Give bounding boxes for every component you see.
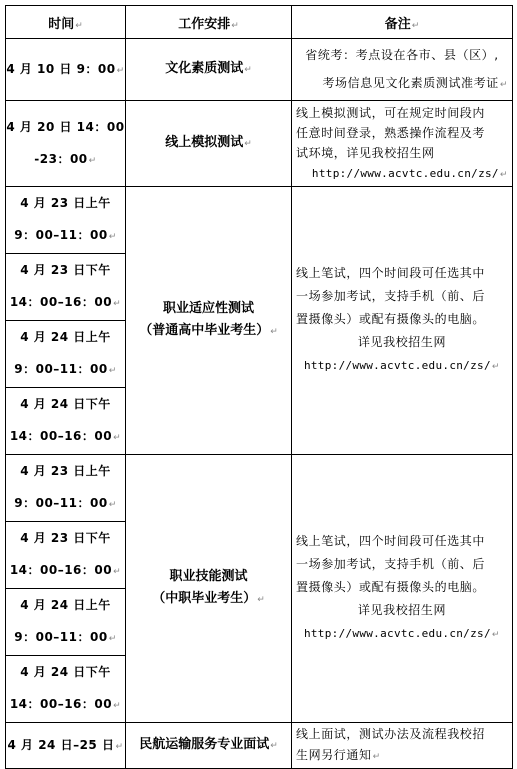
time-slot-cell: 4 月 23 日下午 14：00–16：00↵ [6, 254, 126, 321]
time-slot-cell: 4 月 23 日下午 14：00–16：00↵ [6, 522, 126, 589]
header-arrangement: 工作安排↵ [126, 6, 292, 39]
table-row [6, 101, 513, 187]
time-cell: 4 月 10 日 9：00↵ [6, 39, 126, 101]
header-time: 时间↵ [6, 6, 126, 39]
table-row [6, 723, 513, 769]
notes-cell: 线上笔试，四个时间段可任选其中 一场参加考试，支持手机（前、后 置摄像头）或配有摄像头的电脑。 详见我校招生网 http://www.acvtc.edu.cn/zs/↵ [292, 187, 513, 455]
activity-cell: 职业适应性测试 （普通高中毕业考生）↵ [126, 187, 292, 455]
time-slot-cell: 4 月 24 日上午 9：00–11：00↵ [6, 589, 126, 656]
time-slot-cell: 4 月 23 日上午 9：00–11：00↵ [6, 187, 126, 254]
activity-cell: 民航运输服务专业面试↵ [126, 723, 292, 769]
activity-cell: 线上模拟测试↵ [126, 101, 292, 187]
time-slot-cell: 4 月 23 日上午 9：00–11：00↵ [6, 455, 126, 522]
schedule-table [5, 5, 513, 769]
notes-cell: 线上面试，测试办法及流程我校招 生网另行通知↵ [292, 723, 513, 769]
table-row [6, 455, 513, 522]
activity-cell: 职业技能测试 （中职毕业考生）↵ [126, 455, 292, 723]
notes-cell: 线上笔试，四个时间段可任选其中 一场参加考试，支持手机（前、后 置摄像头）或配有摄像头的电脑。 详见我校招生网 http://www.acvtc.edu.cn/zs/↵ [292, 455, 513, 723]
time-slot-cell: 4 月 24 日下午 14：00–16：00↵ [6, 388, 126, 455]
time-cell: 4 月 20 日 14：00 -23：00↵ [6, 101, 126, 187]
table-row [6, 39, 513, 101]
header-notes: 备注↵ [292, 6, 513, 39]
activity-cell: 文化素质测试↵ [126, 39, 292, 101]
time-slot-cell: 4 月 24 日上午 9：00–11：00↵ [6, 321, 126, 388]
time-slot-cell: 4 月 24 日下午 14：00–16：00↵ [6, 656, 126, 723]
notes-cell: 省统考：考点设在各市、县（区）, 考场信息见文化素质测试准考证↵ [292, 39, 513, 101]
header-row [6, 6, 513, 39]
table-row [6, 187, 513, 254]
notes-cell: 线上模拟测试，可在规定时间段内 任意时间登录，熟悉操作流程及考 试环境，详见我校招生网 http://www.acvtc.edu.cn/zs/↵ [292, 101, 513, 187]
time-cell: 4 月 24 日–25 日↵ [6, 723, 126, 769]
